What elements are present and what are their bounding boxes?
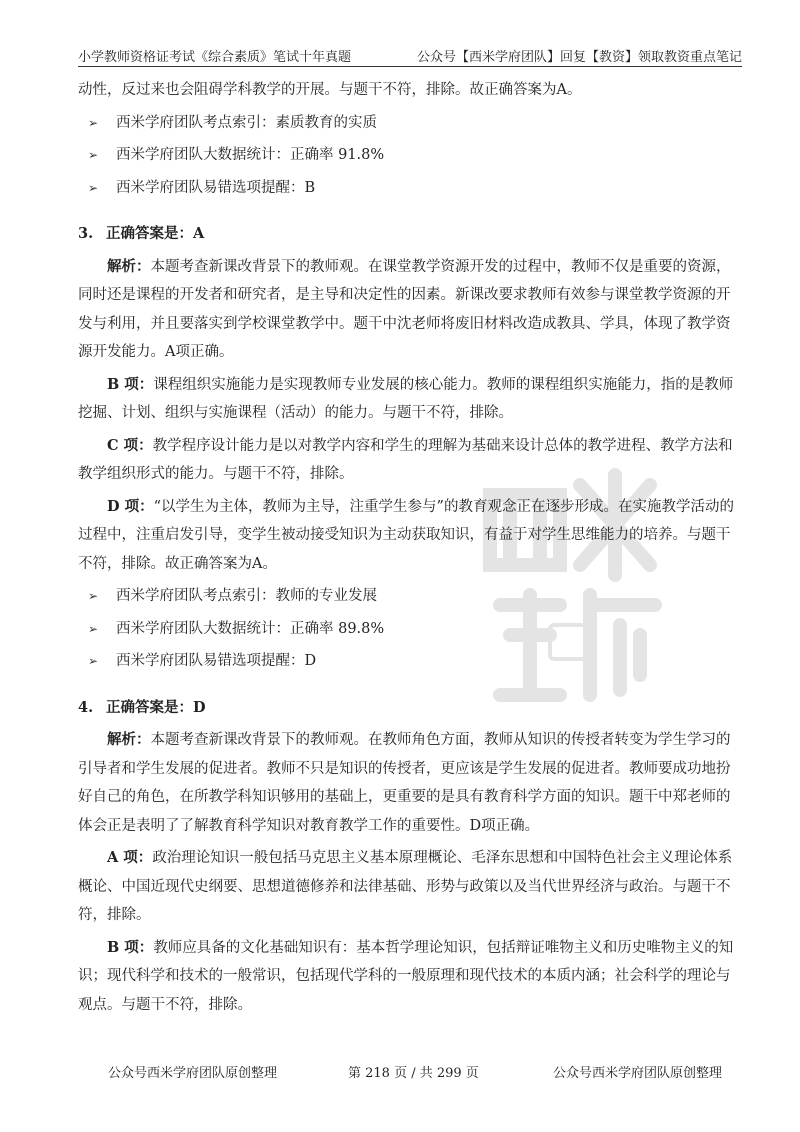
page-number: 第 218 页 / 共 299 页: [348, 1066, 479, 1081]
bullet-item: [78, 615, 738, 644]
option-label: B 项：: [107, 375, 154, 393]
bullet-text: 西米学府团队大数据统计：正确率 91.8%: [116, 147, 385, 163]
q4-option-a: A 项：政治理论知识一般包括马克思主义基本原理概论、毛泽东思想和中国特色社会主义理论体系概论、中国近现代史纲要、思想道德修养和法律基础、形势与政策以及当代世界经济与政治。与题干不符，排除。: [78, 849, 733, 923]
q3-number: 3.: [78, 225, 94, 242]
q3-answer-heading: [78, 220, 738, 249]
page-footer: [78, 1062, 742, 1084]
arrow-bullet-icon: ➢: [88, 115, 99, 130]
page-header: [78, 42, 742, 67]
q3-option-c: C 项：教学程序设计能力是以对教学内容和学生的理解为基础来设计总体的教学进程、教学方法和教学组织形式的能力。与题干不符，排除。: [78, 436, 733, 482]
bullet-text: 西米学府团队易错选项提醒：B: [116, 179, 316, 196]
bullet-text: 西米学府团队大数据统计：正确率 89.8%: [116, 620, 385, 637]
bullet-text: 西米学府团队易错选项提醒：D: [116, 653, 317, 669]
footer-left: 公众号西米学府团队原创整理: [108, 1066, 278, 1081]
option-label: D 项：: [107, 497, 154, 515]
arrow-bullet-icon: ➢: [88, 589, 99, 603]
option-label: A 项：: [107, 849, 153, 866]
option-label: B 项：: [107, 938, 154, 956]
bullet-text: 西米学府团队考点索引：教师的专业发展: [116, 588, 377, 604]
bullet-item: [78, 647, 738, 676]
q4-number: 4.: [78, 698, 94, 716]
bullet-item: [78, 109, 738, 138]
document-body: [78, 76, 738, 1019]
arrow-bullet-icon: ➢: [88, 148, 99, 162]
q4-answer: 正确答案是：D: [106, 698, 206, 716]
header-left-title: 小学教师资格证考试《综合素质》笔试十年真题: [78, 50, 352, 65]
arrow-bullet-icon: ➢: [88, 621, 99, 636]
analysis-label: 解析：: [107, 257, 151, 275]
option-label: C 项：: [107, 436, 153, 454]
bullet-item: [78, 141, 738, 170]
header-right-note: 公众号【西米学府团队】回复【教资】领取教资重点笔记: [416, 50, 742, 65]
bullet-item: [78, 174, 738, 203]
footer-right: 公众号西米学府团队原创整理: [552, 1066, 722, 1081]
q4-analysis: 解析：本题考查新课改背景下的教师观。在教师角色方面，教师从知识的传授者转变为学生学习的引导者和学生发展的促进者。教师不只是知识的传授者，更应该是学生发展的促进者。教师要成功地扮好自己的角色，在所教学科知识够用的基础上，更重要的是具有教育科学方面的知识。题干中郑老师的体会正是表明了了解教育科学知识对教育教学工作的重要性。D项正确。: [78, 731, 731, 834]
bullet-item: [78, 582, 738, 611]
arrow-bullet-icon: ➢: [88, 654, 99, 668]
analysis-label: 解析：: [107, 731, 151, 748]
q3-analysis: 解析：本题考查新课改背景下的教师观。在课堂教学资源开发的过程中，教师不仅是重要的资源，同时还是课程的开发者和研究者，是主导和决定性的因素。新课改要求教师有效参与课堂教学资源的开发与利用，并且要落实到学校课堂教学中。题干中沈老师将废旧材料改造成教具、学具，体现了教学资源开发能力。A项正确。: [78, 257, 731, 360]
intro-paragraph: 动性，反过来也会阻碍学科教学的开展。与题干不符，排除。故正确答案为A。: [78, 82, 582, 98]
q4-option-b: B 项：教师应具备的文化基础知识有：基本哲学理论知识，包括辩证唯物主义和历史唯物主义的知识；现代科学和技术的一般常识，包括现代学科的一般原理和现代技术的本质内涵；社会科学的理论与观点。与题干不符，排除。: [78, 938, 734, 1013]
q3-option-b: B 项：课程组织实施能力是实现教师专业发展的核心能力。教师的课程组织实施能力，指的是教师挖掘、计划、组织与实施课程（活动）的能力。与题干不符，排除。: [78, 375, 734, 421]
q3-option-d: D 项：“以学生为主体，教师为主导，注重学生参与”的教育观念正在逐步形成。在实施教学活动的过程中，注重启发引导，变学生被动接受知识为主动获取知识，有益于对学生思维能力的培养。与题干不符，排除。故正确答案为A。: [78, 497, 734, 572]
q3-answer: 正确答案是：A: [106, 225, 205, 242]
bullet-text: 西米学府团队考点索引：素质教育的实质: [116, 114, 377, 131]
arrow-bullet-icon: ➢: [88, 180, 99, 195]
q4-answer-heading: [78, 694, 738, 723]
